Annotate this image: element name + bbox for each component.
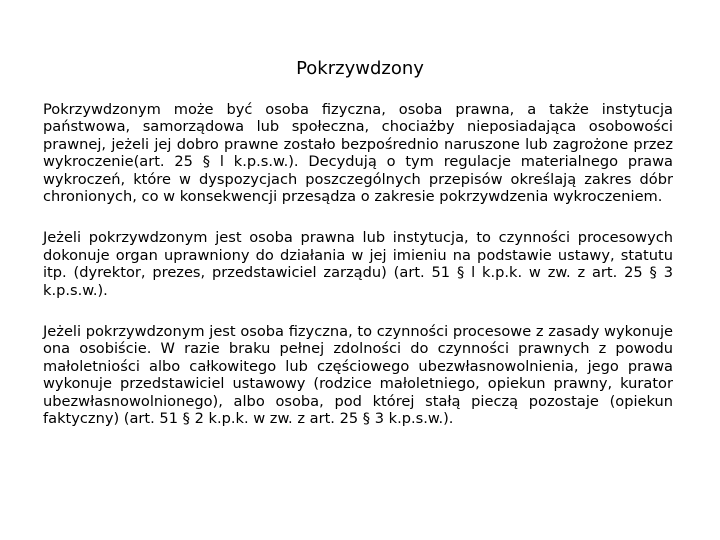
paragraph-natural-person: Jeżeli pokrzywdzonym jest osoba fizyczna, to czynności procesowe z zasady wykonuje ona osobiście. W razie braku pełnej zdolności do czynności prawnych z powodu małoletniości albo całkowitego lub częściowego ubezwłasnowolnienia, jego prawa wykonuje przedstawiciel ustawowy (rodzice małoletniego, opiekun prawny, kurator ubezwłasnowolnionego), albo osoba, pod której stałą pieczą pozostaje (opiekun faktyczny) (art. 51 § 2 k.p.k. w zw. z art. 25 § 3 k.p.s.w.). (43, 323, 673, 428)
paragraph-legal-person: Jeżeli pokrzywdzonym jest osoba prawna lub instytucja, to czynności procesowych dokonuje organ uprawniony do działania w jej imieniu na podstawie ustawy, statutu itp. (dyrektor, prezes, przedstawiciel zarządu) (art. 51 § l k.p.k. w zw. z art. 25 § 3 k.p.s.w.). (43, 229, 673, 299)
paragraph-definition: Pokrzywdzonym może być osoba fizyczna, osoba prawna, a także instytucja państwowa, samorządowa lub społeczna, chociażby nieposiadająca osobowości prawnej, jeżeli jej dobro prawne zostało bezpośrednio naruszone lub zagrożone przez wykroczenie(art. 25 § l k.p.s.w.). Decydują o tym regulacje materialnego prawa wykroczeń, które w dyspozycjach poszczególnych przepisów określają zakres dóbr chronionych, co w konsekwencji przesądza o zakresie pokrzywdzenia wykroczeniem. (43, 101, 673, 206)
slide-title: Pokrzywdzony (296, 58, 424, 79)
slide-body (43, 101, 673, 452)
